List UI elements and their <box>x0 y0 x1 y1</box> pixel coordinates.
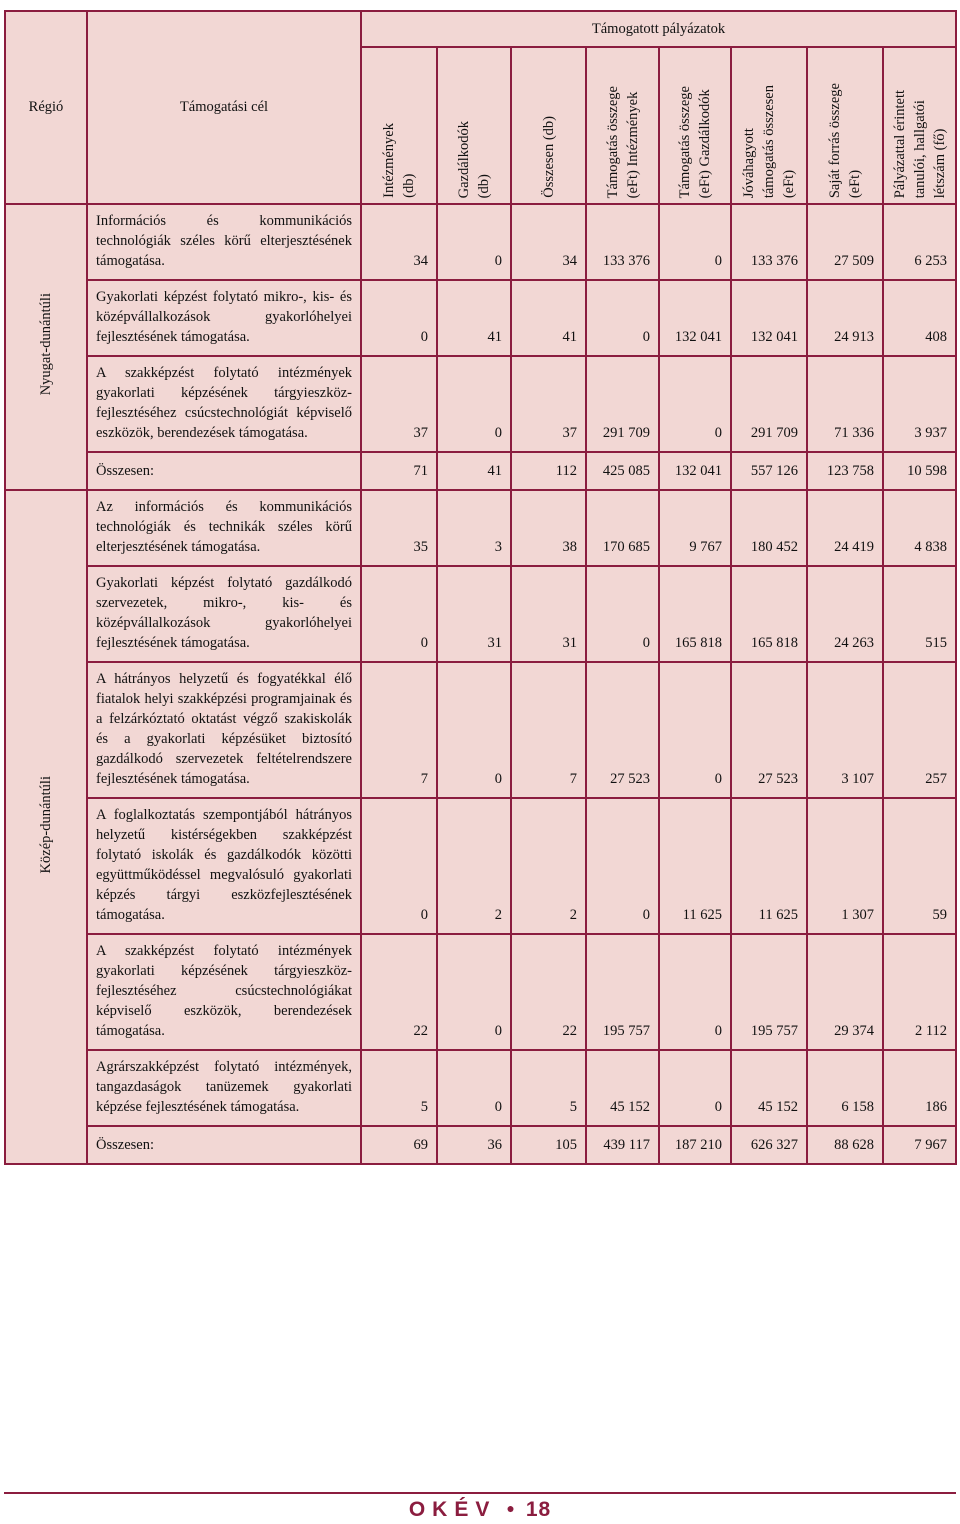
value-cell: 27 523 <box>586 662 659 798</box>
value-cell: 515 <box>883 566 956 662</box>
table-row <box>5 798 956 934</box>
value-cell: 0 <box>361 280 437 356</box>
value-cell: 133 376 <box>731 204 807 280</box>
value-cell: 34 <box>361 204 437 280</box>
value-cell: 6 253 <box>883 204 956 280</box>
value-cell: 165 818 <box>659 566 731 662</box>
value-cell: 195 757 <box>731 934 807 1050</box>
value-cell: 132 041 <box>731 280 807 356</box>
value-cell: 29 374 <box>807 934 883 1050</box>
value-cell: 41 <box>437 280 511 356</box>
goal-text: Az információs és kommunikációs technológiák és technikák széles körű elterjesztésének támogatása. <box>87 490 361 566</box>
footer-text <box>0 1498 960 1522</box>
value-cell: 22 <box>511 934 586 1050</box>
goal-text: Gyakorlati képzést folytató gazdálkodó szervezetek, mikro-, kis- és középvállalkozások gyakorlóhelyei fejlesztésének támogatása. <box>87 566 361 662</box>
value-cell: 186 <box>883 1050 956 1126</box>
col-header-support-institutions: Támogatás összege (eFt) Intézmények <box>586 47 659 204</box>
header-group: Támogatott pályázatok <box>361 11 956 47</box>
value-cell: 1 307 <box>807 798 883 934</box>
footer-bullet-icon: ● <box>506 1500 516 1516</box>
value-cell: 0 <box>437 1050 511 1126</box>
value-cell: 187 210 <box>659 1126 731 1164</box>
col-header-approved-total: Jóváhagyott támogatás összesen (eFt) <box>731 47 807 204</box>
value-cell: 0 <box>659 662 731 798</box>
value-cell: 291 709 <box>731 356 807 452</box>
value-cell: 132 041 <box>659 452 731 490</box>
total-row-central <box>5 1126 956 1164</box>
region-central: Közép-dunántúli <box>5 490 87 1164</box>
value-cell: 3 937 <box>883 356 956 452</box>
value-cell: 69 <box>361 1126 437 1164</box>
value-cell: 34 <box>511 204 586 280</box>
value-cell: 133 376 <box>586 204 659 280</box>
goal-text: Gyakorlati képzést folytató mikro-, kis- és középvállalkozások gyakorlóhelyei fejlesztésének támogatása. <box>87 280 361 356</box>
page-footer <box>0 1492 960 1524</box>
value-cell: 0 <box>437 204 511 280</box>
total-row-west <box>5 452 956 490</box>
value-cell: 170 685 <box>586 490 659 566</box>
value-cell: 0 <box>586 566 659 662</box>
value-cell: 38 <box>511 490 586 566</box>
col-header-own-resources: Saját forrás összege (eFt) <box>807 47 883 204</box>
value-cell: 180 452 <box>731 490 807 566</box>
goal-text: A foglalkoztatás szempontjából hátrányos helyzetű kistérségekben szakképzést folytató iskolák és gazdálkodók közötti együttműködéssel megvalósuló gyakorlati képzés tárgyi eszközfejlesztésének támogatása. <box>87 798 361 934</box>
goal-text: A szakképzést folytató intézmények gyakorlati képzésének tárgyieszköz-fejlesztéséhez csúcstechnológiákat képviselő eszközök, berendezések támogatása. <box>87 934 361 1050</box>
value-cell: 0 <box>437 934 511 1050</box>
table-row <box>5 356 956 452</box>
value-cell: 41 <box>511 280 586 356</box>
value-cell: 7 <box>361 662 437 798</box>
value-cell: 0 <box>361 798 437 934</box>
value-cell: 425 085 <box>586 452 659 490</box>
value-cell: 195 757 <box>586 934 659 1050</box>
value-cell: 36 <box>437 1126 511 1164</box>
value-cell: 2 <box>437 798 511 934</box>
value-cell: 3 107 <box>807 662 883 798</box>
value-cell: 0 <box>586 798 659 934</box>
table-row <box>5 934 956 1050</box>
header-region: Régió <box>5 11 87 204</box>
support-table <box>4 10 957 1165</box>
value-cell: 5 <box>511 1050 586 1126</box>
region-west: Nyugat-dunántúli <box>5 204 87 490</box>
value-cell: 6 158 <box>807 1050 883 1126</box>
value-cell: 35 <box>361 490 437 566</box>
value-cell: 59 <box>883 798 956 934</box>
value-cell: 7 <box>511 662 586 798</box>
value-cell: 0 <box>437 662 511 798</box>
value-cell: 2 112 <box>883 934 956 1050</box>
value-cell: 439 117 <box>586 1126 659 1164</box>
value-cell: 5 <box>361 1050 437 1126</box>
value-cell: 31 <box>511 566 586 662</box>
value-cell: 291 709 <box>586 356 659 452</box>
value-cell: 88 628 <box>807 1126 883 1164</box>
value-cell: 71 336 <box>807 356 883 452</box>
goal-text: A hátrányos helyzetű és fogyatékkal élő fiatalok helyi szakképzési programjainak és a felzárkóztató oktatást végző szakiskolák és a gyakorlati képzésüket biztosító gazdálkodó szervezetek feltételrendszere fejlesztésének támogatása. <box>87 662 361 798</box>
value-cell: 22 <box>361 934 437 1050</box>
header-goal: Támogatási cél <box>87 11 361 204</box>
table-row <box>5 566 956 662</box>
value-cell: 408 <box>883 280 956 356</box>
value-cell: 45 152 <box>731 1050 807 1126</box>
table-row <box>5 1050 956 1126</box>
col-header-businesses: Gazdálkodók (db) <box>437 47 511 204</box>
value-cell: 45 152 <box>586 1050 659 1126</box>
value-cell: 257 <box>883 662 956 798</box>
value-cell: 0 <box>586 280 659 356</box>
total-label: Összesen: <box>87 452 361 490</box>
value-cell: 165 818 <box>731 566 807 662</box>
value-cell: 0 <box>659 1050 731 1126</box>
goal-text: Agrárszakképzést folytató intézmények, tangazdaságok tanüzemek gyakorlati képzése fejlesztésének támogatása. <box>87 1050 361 1126</box>
value-cell: 37 <box>511 356 586 452</box>
value-cell: 0 <box>659 934 731 1050</box>
value-cell: 27 523 <box>731 662 807 798</box>
value-cell: 4 838 <box>883 490 956 566</box>
col-header-institutions: Intézmények (db) <box>361 47 437 204</box>
value-cell: 112 <box>511 452 586 490</box>
value-cell: 105 <box>511 1126 586 1164</box>
value-cell: 37 <box>361 356 437 452</box>
table-row <box>5 280 956 356</box>
value-cell: 24 419 <box>807 490 883 566</box>
value-cell: 11 625 <box>731 798 807 934</box>
value-cell: 11 625 <box>659 798 731 934</box>
value-cell: 0 <box>437 356 511 452</box>
value-cell: 0 <box>659 204 731 280</box>
page-number: 18 <box>525 1498 552 1521</box>
col-header-student-headcount: Pályázattal érintett tanulói, hallgatói létszám (fő) <box>883 47 956 204</box>
value-cell: 557 126 <box>731 452 807 490</box>
header-row-top <box>5 11 956 47</box>
total-label: Összesen: <box>87 1126 361 1164</box>
table-row <box>5 204 956 280</box>
footer-rule <box>4 1492 956 1494</box>
value-cell: 9 767 <box>659 490 731 566</box>
value-cell: 132 041 <box>659 280 731 356</box>
value-cell: 71 <box>361 452 437 490</box>
goal-text: Információs és kommunikációs technológiák széles körű elterjesztésének támogatása. <box>87 204 361 280</box>
value-cell: 626 327 <box>731 1126 807 1164</box>
goal-text: A szakképzést folytató intézmények gyakorlati képzésének tárgyieszköz-fejlesztéséhez csúcstechnológiát képviselő eszközök, berendezések támogatása. <box>87 356 361 452</box>
value-cell: 24 263 <box>807 566 883 662</box>
value-cell: 0 <box>659 356 731 452</box>
col-header-support-businesses: Támogatás összege (eFt) Gazdálkodók <box>659 47 731 204</box>
value-cell: 7 967 <box>883 1126 956 1164</box>
footer-brand: OKÉV <box>408 1498 497 1521</box>
value-cell: 2 <box>511 798 586 934</box>
value-cell: 10 598 <box>883 452 956 490</box>
table-row <box>5 490 956 566</box>
value-cell: 24 913 <box>807 280 883 356</box>
value-cell: 0 <box>361 566 437 662</box>
value-cell: 31 <box>437 566 511 662</box>
value-cell: 27 509 <box>807 204 883 280</box>
table-row <box>5 662 956 798</box>
value-cell: 41 <box>437 452 511 490</box>
value-cell: 3 <box>437 490 511 566</box>
value-cell: 123 758 <box>807 452 883 490</box>
col-header-total-count: Összesen (db) <box>511 47 586 204</box>
